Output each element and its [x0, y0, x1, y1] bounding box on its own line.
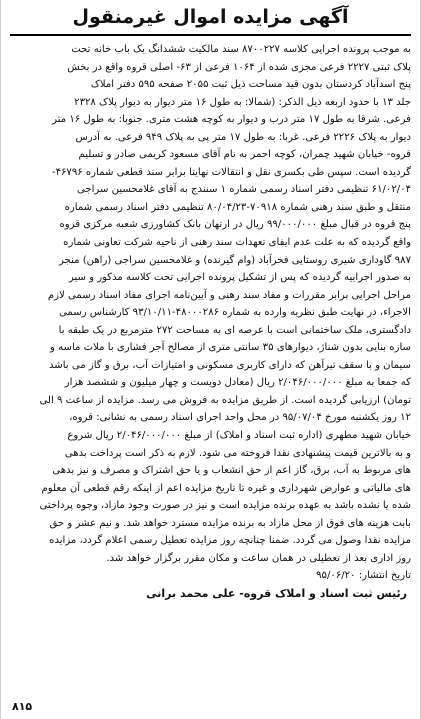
scan-edge-left: [0, 0, 1, 719]
notice-line: ۹۸۷ گاوداری شیری روستایی فخرآباد (وام گیرنده) و غلامحسین سراجی (راهن) منجر: [58, 254, 411, 266]
notice-line: روز اداری بعد از تعطیلی در همان ساعت و مکان مقرر برگزار خواهد شد.: [106, 552, 411, 564]
notice-line: جلد ۱۳ با حدود اربعه ذیل الذکر: (شمالا: به طول ۱۶ متر دیوار به دیوار پلاک ۲۳۲۸: [74, 96, 411, 108]
notice-line: فرعی. شرقا به طول ۱۷ متر درب و دیوار به کوچه هشت متری. جنوبا: به طول ۱۶ متر: [52, 114, 411, 126]
notice-line: الاجراء، در نهایت طبق نظریه وارده به شماره ۴۸۰۰۰۲۸۶-۹۳/۱۰/۱۱ کارشناس رسمی: [59, 307, 411, 319]
notice-line: منتقل و طبق سند رهنی شماره ۷۰۹۱۸-۸۰/۰۴/۲۳ تنظیمی دفتر اسناد رسمی شماره: [64, 201, 411, 213]
notice-line: های مربوط به آب، برق، گاز اعم از حق انشعاب و یا حق اشتراک و مصرف و نیز بدهی: [52, 465, 411, 477]
notice-line: های مالیاتی و عوارض شهرداری و غیره تا تاریخ مزایده اعم از اینکه رقم قطعی آن معلوم: [41, 482, 411, 494]
notice-line: شده یا نشده باشد به عهده برنده مزایده است و نیز در صورت وجود مازاد، وجوه پرداختی: [39, 500, 411, 512]
notice-line: سیمان و با سقف تیرآهن که دارای کاربری مسکونی و امتیازات آب، برق و گاز می باشد: [48, 359, 411, 371]
notice-line: دیوار به پلاک ۲۲۲۶ فرعی. غربا: به طول ۱۷ متر پی به پلاک ۹۴۹ فرعی. به آدرس: [75, 131, 411, 143]
notice-line: مراحل اجرایی برابر مقررات و مفاد سند رهنی و آیین‌نامه اجرای مفاد اسناد رسمی لازم: [47, 289, 411, 301]
notice-line: تاریخ انتشار: ۹۵/۰۶/۲۰: [316, 570, 411, 582]
notice-line: قروه- خیابان شهید چمران، کوچه احمر به نام آقای مسعود کریمی صادر و تسلیم: [78, 149, 411, 161]
signature: رئیس ثبت اسناد و املاک قروه- علی محمد برانی: [146, 586, 407, 600]
notice-line: خیابان شهید مطهری (اداره ثبت اسناد و املاک) از مبلغ ۲/۰۴۶/۰۰۰/۰۰۰ ریال شروع: [67, 430, 411, 442]
notice-line: پنج اسدآباد کردستان بدون قید مساحت ذیل ثبت ۲۰۵۵ صفحه ۵۹۵ دفتر املاک: [90, 79, 411, 91]
notice-line: که جمعا به مبلغ ۲/۰۴۶/۰۰۰/۰۰۰ ریال (معادل دویست و چهار میلیون و ششصد هزار: [64, 377, 411, 389]
notice-line: به موجب پرونده اجرایی کلاسه ۸۷۰۰۲۲۷ سند مالکیت ششدانگ یک باب خانه تحت: [71, 44, 411, 55]
notice-line: تومان) ارزیابی گردیده است. از طریق مزایده به فروش می رسد. مزایده از ساعت ۹ الی: [39, 394, 411, 406]
notice-line: به صدور اجراییه گردیده که پس از تشکیل پرونده اجرایی تحت کلاسه مذکور و سیر: [68, 272, 411, 284]
notice-line: پنج قروه در قبال مبلغ ۹۹/۰۰۰/۰۰۰ ریال در ارتهان بانک کشاورزی شعبه مرکزی قروه: [59, 219, 411, 231]
notice-line: گردیده است. سپس طی بکسری نقل و انتقالات نهایتا برابر سند قطعی شماره ۴۶۷۹۶-: [51, 166, 411, 178]
notice-line: و به بالاترین قیمت پیشنهادی نقدا فروخته می شود. لازم به ذکر است پرداخت بدهی: [64, 447, 411, 459]
notice-line: واقع گردیده که به علت عدم ایفای تعهدات سند رهنی از ناحیه شرکت تعاونی شماره: [63, 237, 411, 249]
notice-title: آگهی مزایده اموال غیرمنقول: [72, 6, 349, 28]
notice-line: مزایده نقدا وصول می گردد. ضمنا چنانچه روز مزایده تعطیل رسمی اعلام گردد، مزایده: [49, 535, 411, 547]
notice-body: [10, 41, 411, 585]
notice-line: ۶۱/۰۲/۰۴ تنظیمی دفتر اسناد رسمی شماره ۱ سنندج به آقای غلامحسین سراجی: [76, 184, 411, 196]
title-bar: [10, 0, 411, 36]
notice-line: ۱۲ روز یکشنبه مورخ ۹۵/۰۷/۰۴ در محل واحد اجرای اسناد رسمی به نشانی: قروه،: [69, 412, 411, 424]
notice-line: دادگستری، ملک ساختمانی است با عرصه ای به مساحت ۲۷۲ مترمربع در یک طبقه با: [58, 324, 411, 336]
notice-line: پلاک ثبتی ۲۲۲۷ فرعی مجزی شده از ۱۰۶۴ فرعی از ۶۳- اصلی قروه واقع در بخش: [67, 61, 411, 73]
page-number: ۸۱۵: [12, 700, 33, 713]
notice-line: بابت هزینه های فوق از محل مازاد به برنده مزایده مسترد خواهد شد. و نیم عشر و حق: [49, 517, 411, 529]
notice-line: سازه بنایی بدون شناژ، دیوارهای ۳۵ سانتی متری از مصالح آجر فشاری با ملات ماسه و: [50, 342, 411, 354]
